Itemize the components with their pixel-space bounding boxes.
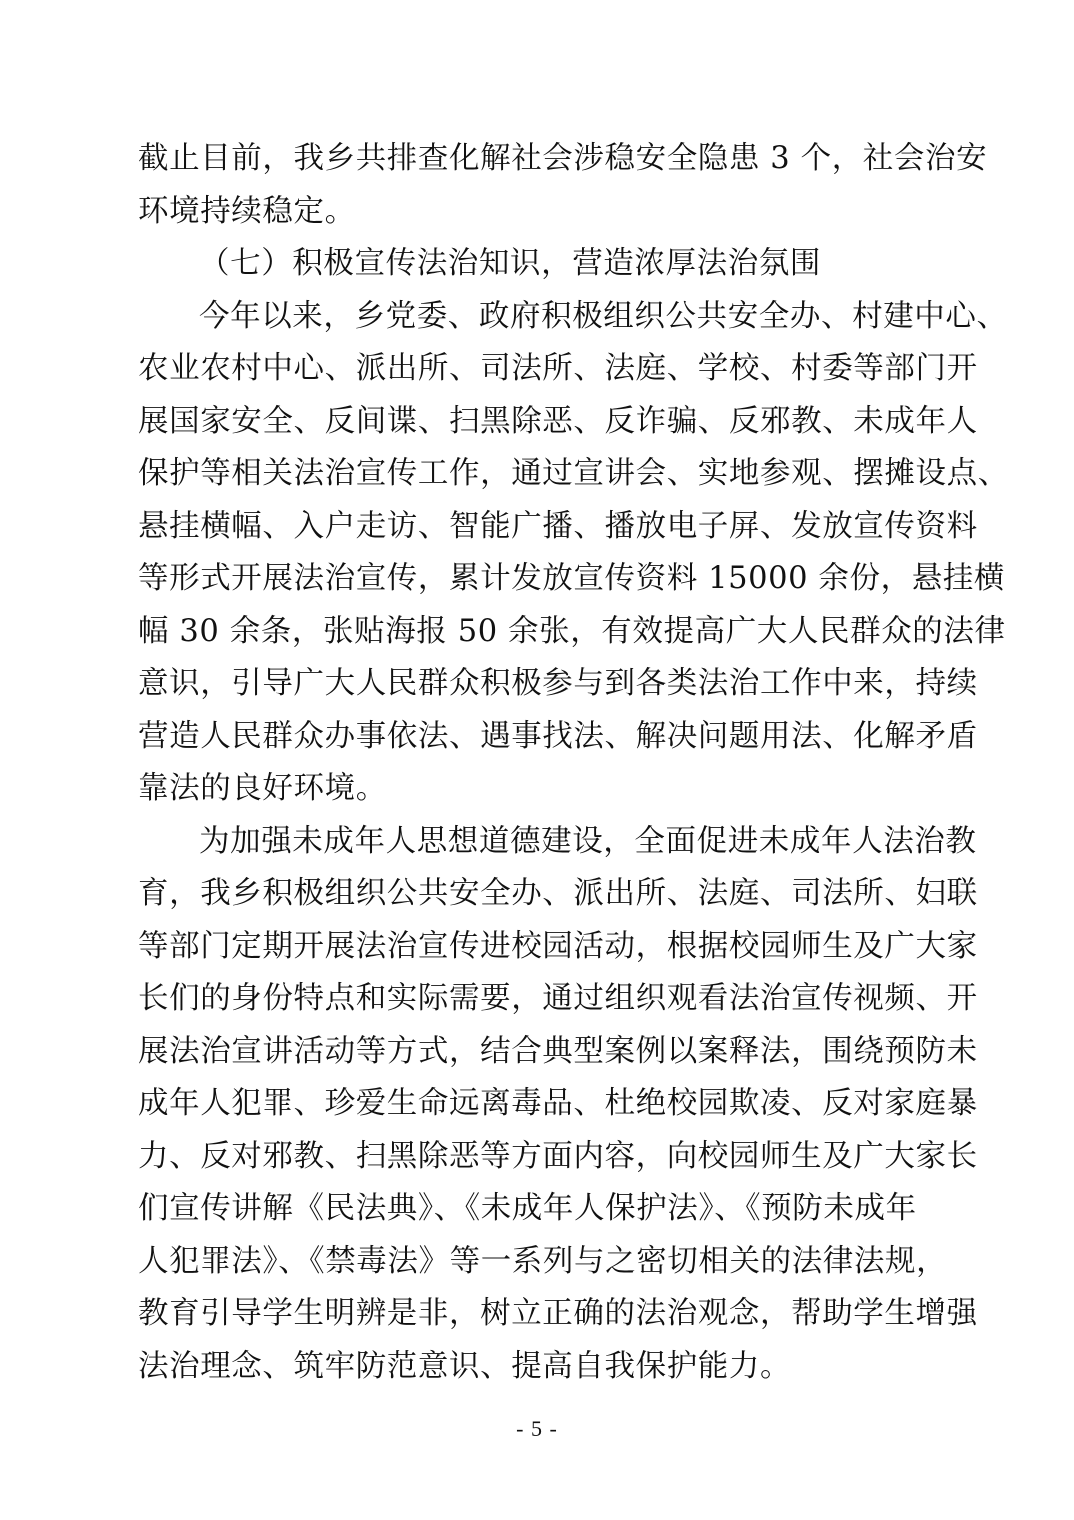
paragraph-continuation-line: 截止目前，我乡共排查化解社会涉稳安全隐患 3 个，社会治安 — [138, 141, 988, 176]
paragraph-publicity-line: 靠法的良好环境。 — [138, 771, 387, 806]
paragraph-minors-line: 教育引导学生明辨是非，树立正确的法治观念，帮助学生增强 — [138, 1296, 978, 1331]
paragraph-minors-line: 为加强未成年人思想道德建设，全面促进未成年人法治教 — [199, 823, 977, 859]
paragraph-publicity-line: 意识，引导广大人民群众积极参与到各类法治工作中来，持续 — [138, 666, 978, 701]
paragraph-minors-line: 力、反对邪教、扫黑除恶等方面内容，向校园师生及广大家长 — [138, 1138, 978, 1174]
paragraph-publicity-line: 悬挂横幅、入户走访、智能广播、播放电子屏、发放宣传资料 — [138, 508, 978, 544]
paragraph-publicity-line: 幅 30 余条，张贴海报 50 余张，有效提高广大人民群众的法律 — [138, 613, 1006, 649]
paragraph-minors-line: 人犯罪法》、《禁毒法》等一系列与之密切相关的法律法规， — [138, 1243, 948, 1279]
paragraph-minors-line: 们宣传讲解《民法典》、《未成年人保护法》、《预防未成年 — [138, 1191, 917, 1226]
paragraph-publicity-line: 营造人民群众办事依法、遇事找法、解决问题用法、化解矛盾 — [138, 718, 978, 754]
paragraph-continuation-line: 环境持续稳定。 — [138, 193, 356, 229]
paragraph-publicity-line: 展国家安全、反间谍、扫黑除恶、反诈骗、反邪教、未成年人 — [138, 403, 978, 439]
paragraph-minors-line: 长们的身份特点和实际需要，通过组织观看法治宣传视频、开 — [138, 981, 978, 1016]
paragraph-publicity-line: 今年以来，乡党委、政府积极组织公共安全办、村建中心、 — [199, 298, 1008, 334]
paragraph-minors-line: 等部门定期开展法治宣传进校园活动，根据校园师生及广大家 — [138, 928, 978, 964]
paragraph-minors-line: 法治理念、筑牢防范意识、提高自我保护能力。 — [138, 1348, 792, 1384]
paragraph-minors-line: 成年人犯罪、珍爱生命远离毒品、杜绝校园欺凌、反对家庭暴 — [138, 1086, 978, 1121]
paragraph-minors-line: 育，我乡积极组织公共安全办、派出所、法庭、司法所、妇联 — [138, 876, 978, 911]
paragraph-publicity-line: 农业农村中心、派出所、司法所、法庭、学校、村委等部门开 — [138, 351, 978, 386]
page-number: - 5 - — [516, 1416, 558, 1441]
body-text — [138, 133, 1009, 1393]
paragraph-publicity-line: 等形式开展法治宣传，累计发放宣传资料 15000 余份，悬挂横 — [138, 561, 1006, 596]
paragraph-minors-line: 展法治宣讲活动等方式，结合典型案例以案释法，围绕预防未 — [138, 1033, 978, 1069]
paragraph-publicity-line: 保护等相关法治宣传工作，通过宣讲会、实地参观、摆摊设点、 — [138, 456, 1009, 491]
section-heading: （七）积极宣传法治知识，营造浓厚法治氛围 — [199, 246, 821, 281]
